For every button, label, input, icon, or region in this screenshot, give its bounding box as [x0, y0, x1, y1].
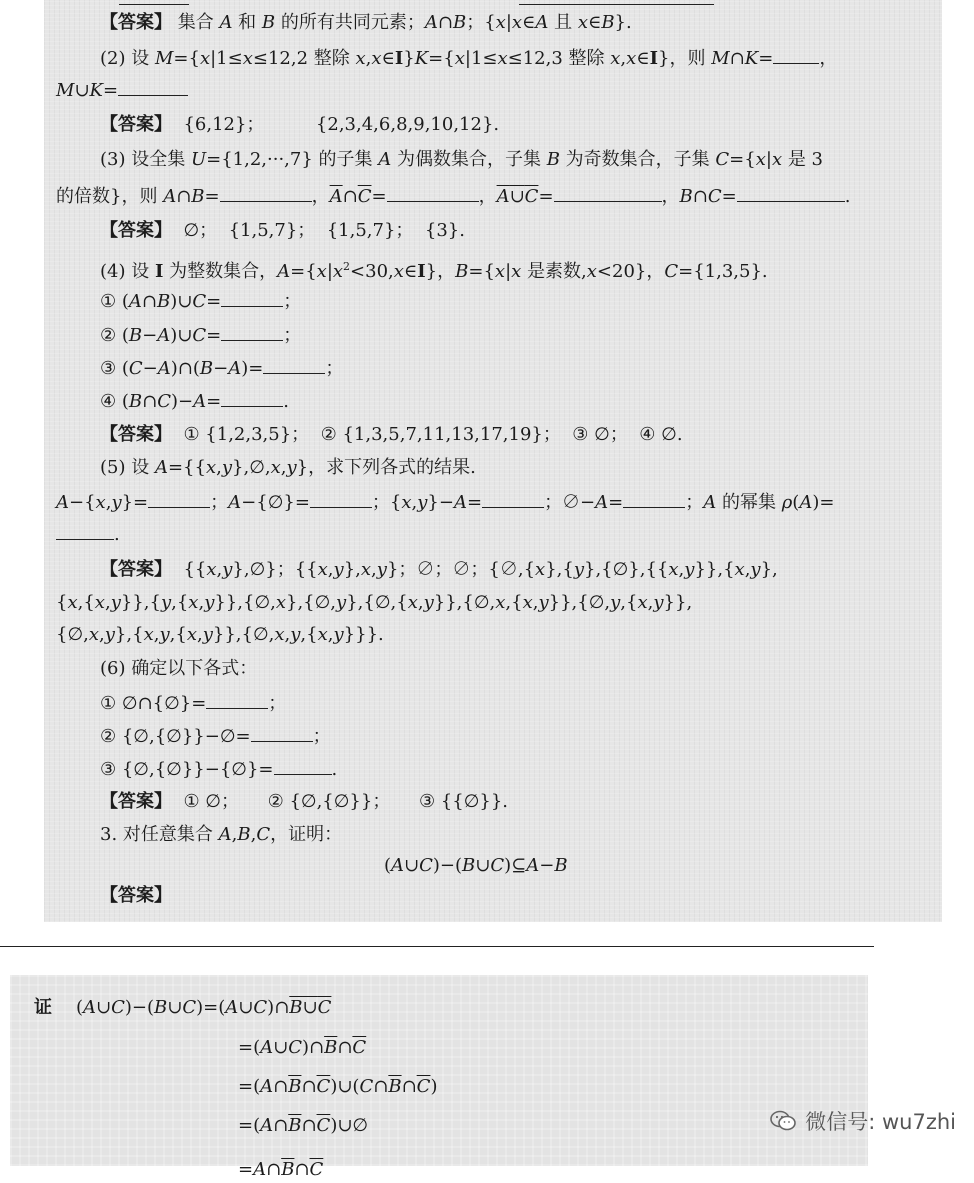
question-3-line-2: 的倍数}，则 A∩B= ，$\overline{A}\cap\overline{C}=$ ，A∪C= ，B∩C= .	[56, 183, 850, 210]
answer-label: 【答案】	[100, 114, 172, 135]
question-5-line-2: A−{x,y}= ；A−{∅}= ；{x,y}−A= ；∅−A= ；A 的幂集 ρ(A)=	[56, 489, 834, 516]
proof-step-4: $=(A\cap\overline{B}\cap\overline{C})\cup\emptyset$	[238, 1115, 369, 1136]
question-6-item-1: ① ∅∩{∅}= ；	[100, 690, 286, 717]
proof-step-1: (A∪C)−(B∪C)=(A∪C)∩B∪C	[76, 997, 332, 1018]
question-4-item-3: ③ (C−A)∩(B−A)= ；	[100, 355, 343, 382]
answer-line-5c: {∅,x,y},{x,y,{x,y}},{∅,x,y,{x,y}}}.	[56, 624, 384, 645]
watermark	[769, 1106, 956, 1136]
answer-label: 【答案】	[100, 220, 172, 241]
question-4-line-1: (4) 设 I 为整数集合，$A=\{x|x^2<30,x\in I\}$，B={x|x 是素数,x<20}，C={1,3,5}.	[100, 260, 768, 282]
answer-label: 【答案】	[100, 559, 172, 580]
answer-line-7	[100, 883, 172, 909]
wechat-icon	[769, 1109, 797, 1133]
question-4-item-4: ④ (B∩C)−A= .	[100, 388, 289, 415]
answer-label: 【答案】	[100, 12, 172, 33]
question-3-prompt: 3. 对任意集合 A,B,C，证明：	[100, 824, 343, 845]
answer-line-4: 【答案】 ① {1,2,3,5}； ② {1,3,5,7,11,13,17,19}； ③ ∅； ④ ∅.	[100, 424, 683, 445]
answer-line-3: 【答案】 ∅； {1,5,7}； {1,5,7}； {3}.	[100, 220, 465, 241]
question-5-line-3: .	[56, 521, 120, 548]
top-answer-blank-2	[519, 0, 714, 5]
scanned-page-top	[44, 0, 942, 922]
question-3-line-1: (3) 设全集 U={1,2,···,7} 的子集 A 为偶数集合，子集 B 为奇数集合，子集 C={x|x 是 3	[100, 149, 824, 170]
question-6-item-2: ② {∅,{∅}}−∅= ；	[100, 723, 331, 750]
answer-line-6: 【答案】 ① ∅； ② {∅,{∅}}； ③ {{∅}}.	[100, 791, 509, 812]
answer-line-5b: {x,{x,y}},{y,{x,y}},{∅,x},{∅,y},{∅,{x,y}},{∅,x,{x,y}},{∅,y,{x,y}},	[56, 592, 693, 613]
answer-line-2: 【答案】 {6,12}； {2,3,4,6,8,9,10,12}.	[100, 114, 500, 135]
answer-line-5a: 【答案】 {{x,y},∅}；{{x,y},x,y}；∅；∅；{∅,{x},{y},{∅},{{x,y}},{x,y},	[100, 559, 778, 580]
top-answer-blank-1	[119, 0, 189, 5]
answer-label: 【答案】	[100, 885, 172, 906]
watermark-text: 微信号: wu7zhi	[805, 1110, 956, 1134]
scanned-proof-block	[10, 975, 868, 1166]
answer-line-1: 【答案】 集合 A 和 B 的所有共同元素；A∩B；{x|x∈A 且 x∈B}.	[100, 12, 632, 33]
answer-label: 【答案】	[100, 791, 172, 812]
question-3-statement: (A∪C)−(B∪C)⊆A−B	[384, 855, 568, 876]
answer-label: 【答案】	[100, 424, 172, 445]
question-2-line-1: (2) 设 M={x|1≤x≤12,2 整除 x,x∈I}K={x|1≤x≤12,3 整除 x,x∈I}，则 M∩K= ，	[100, 45, 837, 72]
proof-step-3: $=(A\cap\overline{B}\cap\overline{C})\cup(C\cap\overline{B}\cap\overline{C})$	[238, 1076, 438, 1097]
question-4-item-2: ② (B−A)∪C= ；	[100, 322, 301, 349]
section-divider	[0, 946, 874, 947]
proof-step-2: $=(A\cup C)\cap\overline{B}\cap\overline{C}$	[238, 1037, 367, 1058]
question-5-line-1: (5) 设 A={{x,y},∅,x,y}，求下列各式的结果.	[100, 457, 476, 478]
question-2-line-2: M∪K=	[56, 77, 188, 104]
question-4-item-1: ① (A∩B)∪C= ；	[100, 288, 301, 315]
proof-label: 证	[34, 997, 52, 1018]
proof-step-5-partial: $=A\cap\overline{B}\cap\overline{C}$	[238, 1159, 324, 1180]
question-6-item-3: ③ {∅,{∅}}−{∅}= .	[100, 756, 337, 783]
question-6-line-1: (6) 确定以下各式：	[100, 658, 258, 679]
